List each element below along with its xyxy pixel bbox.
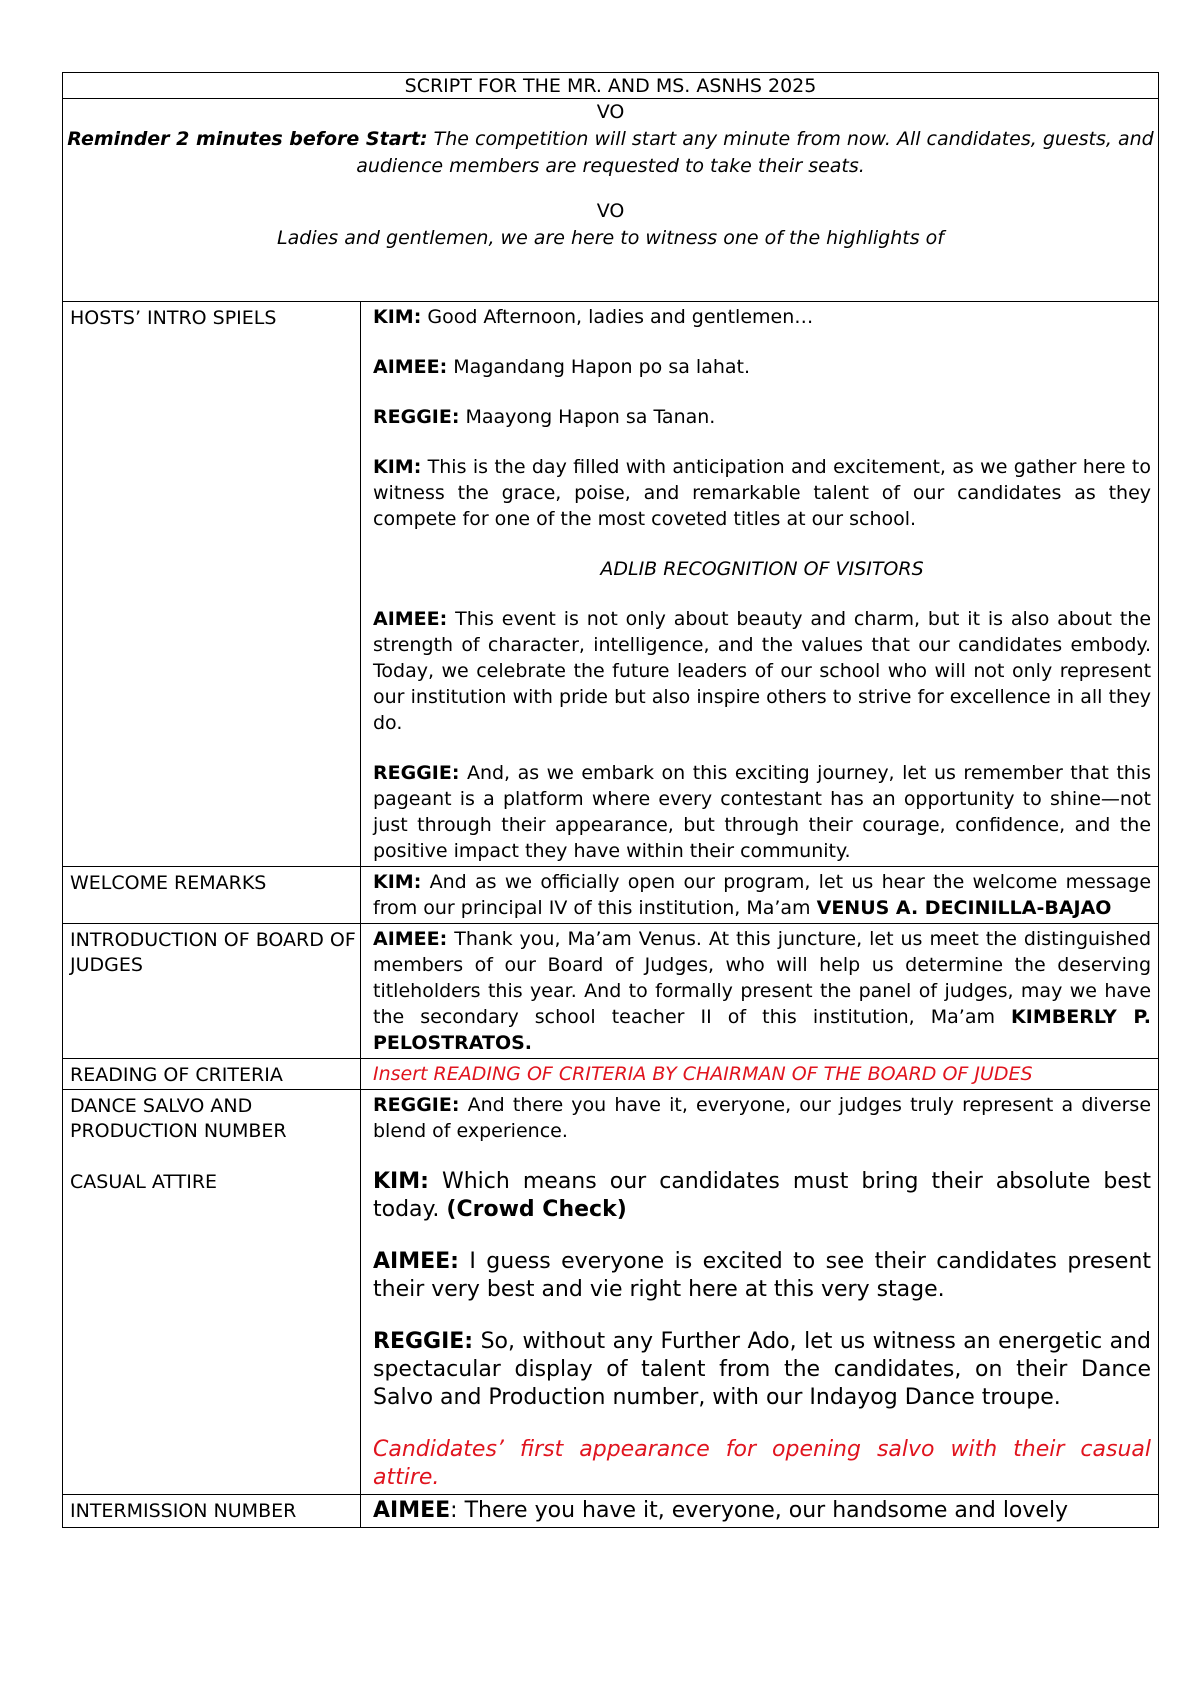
segment-label: HOSTS’ INTRO SPIELS <box>63 302 361 867</box>
document-title: SCRIPT FOR THE MR. AND MS. ASNHS 2025 <box>404 75 817 97</box>
speaker-line: And, as we embark on this exciting journey, let us remember that this pageant is a platform where every contestant has an opportunity to shine—not just through their appearance, but through their courage, confidence, and the positive impact they have within their community. <box>373 762 1152 862</box>
judges-row <box>63 924 1159 1059</box>
hosts-intro-row <box>63 302 1159 867</box>
production-note: Insert READING OF CRITERIA BY CHAIRMAN OF THE BOARD OF JUDES <box>373 1063 1033 1085</box>
document-title-cell <box>63 73 1159 99</box>
speaker-line: Which means our candidates must bring their absolute best today. <box>373 1169 1152 1222</box>
segment-label: INTRODUCTION OF BOARD OF JUDGES <box>63 924 361 1059</box>
reminder-text: The competition will start any minute from now. All candidates, guests, and audience members are requested to take their seats. <box>356 128 1154 177</box>
speaker-name: AIMEE: <box>373 356 448 378</box>
speaker-name: REGGIE: <box>373 1094 460 1116</box>
adlib-note: ADLIB RECOGNITION OF VISITORS <box>600 558 924 580</box>
speaker-line: I guess everyone is excited to see their candidates present their very best and vie right here at this very stage. <box>373 1249 1152 1302</box>
script-table <box>62 72 1159 1528</box>
segment-label: DANCE SALVO AND PRODUCTION NUMBER <box>70 1095 287 1142</box>
segment-script <box>361 302 1159 867</box>
speaker-name: AIMEE: <box>373 1249 459 1274</box>
segment-script <box>361 924 1159 1059</box>
speaker-name: KIM: <box>373 306 422 328</box>
speaker-line: Good Afternoon, ladies and gentlemen… <box>421 306 814 328</box>
speaker-name: KIM: <box>373 1169 429 1194</box>
speaker-name: REGGIE: <box>373 1329 474 1354</box>
segment-label-cell <box>63 1090 361 1495</box>
vo-label: VO <box>596 200 625 222</box>
speaker-line: Maayong Hapon sa Tanan. <box>459 406 716 428</box>
production-note: Candidates’ first appearance for opening salvo with their casual attire. <box>373 1437 1152 1490</box>
speaker-line: Magandang Hapon po sa lahat. <box>447 356 751 378</box>
speaker-name: AIMEE <box>373 1498 451 1523</box>
welcome-row <box>63 867 1159 924</box>
segment-label: INTERMISSION NUMBER <box>63 1495 361 1528</box>
speaker-name: REGGIE: <box>373 406 460 428</box>
chairman-name: KIMBERLY P. PELOSTRATOS. <box>373 1006 1152 1054</box>
speaker-line: And there you have it, everyone, our judges truly represent a diverse blend of experience. <box>373 1094 1152 1142</box>
speaker-line: This event is not only about beauty and charm, but it is also about the strength of character, intelligence, and the values that our candidates embody. Today, we celebrate the future leaders of our school who will not only represent our institution with pride but also inspire others to strive for excellence in all they do. <box>373 608 1152 734</box>
speaker-line: Thank you, Ma’am Venus. At this juncture, let us meet the distinguished members of our Board of Judges, who will help us determine the deserving titleholders this year. And to formally present the panel of judges, may we have the secondary school teacher II of this institution, Ma’am <box>373 928 1152 1028</box>
script-document <box>62 72 1158 1528</box>
speaker-line: : There you have it, everyone, our handsome and lovely <box>450 1498 1069 1523</box>
opening-row <box>63 99 1159 302</box>
segment-script <box>361 1090 1159 1495</box>
principal-name: VENUS A. DECINILLA-BAJAO <box>816 897 1112 919</box>
speaker-line: This is the day filled with anticipation and excitement, as we gather here to witness the grace, poise, and remarkable talent of our candidates as they compete for one of the most coveted titles at our school. <box>373 456 1152 530</box>
opening-vo-cell <box>63 99 1159 302</box>
title-row <box>63 73 1159 99</box>
speaker-line: So, without any Further Ado, let us witness an energetic and spectacular display of talent from the candidates, on their Dance Salvo and Production number, with our Indayog Dance troupe. <box>373 1329 1152 1410</box>
vo-label: VO <box>596 101 625 123</box>
segment-label: WELCOME REMARKS <box>63 867 361 924</box>
salvo-row <box>63 1090 1159 1495</box>
segment-sublabel: CASUAL ATTIRE <box>70 1171 218 1193</box>
segment-script <box>361 867 1159 924</box>
vo-text: Ladies and gentlemen, we are here to witness one of the highlights of <box>277 227 944 249</box>
speaker-line: And as we officially open our program, let us hear the welcome message from our principal IV of this institution, Ma’am <box>373 871 1152 919</box>
speaker-name: AIMEE: <box>373 608 448 630</box>
intermission-row <box>63 1495 1159 1528</box>
speaker-name: KIM: <box>373 871 422 893</box>
speaker-name: KIM: <box>373 456 422 478</box>
segment-label: READING OF CRITERIA <box>63 1059 361 1090</box>
criteria-row <box>63 1059 1159 1090</box>
speaker-name: REGGIE: <box>373 762 460 784</box>
speaker-name: AIMEE: <box>373 928 448 950</box>
crowd-check-cue: (Crowd Check) <box>446 1197 627 1222</box>
segment-script <box>361 1495 1159 1528</box>
segment-script <box>361 1059 1159 1090</box>
reminder-lead: Reminder 2 minutes before Start: <box>67 128 428 150</box>
